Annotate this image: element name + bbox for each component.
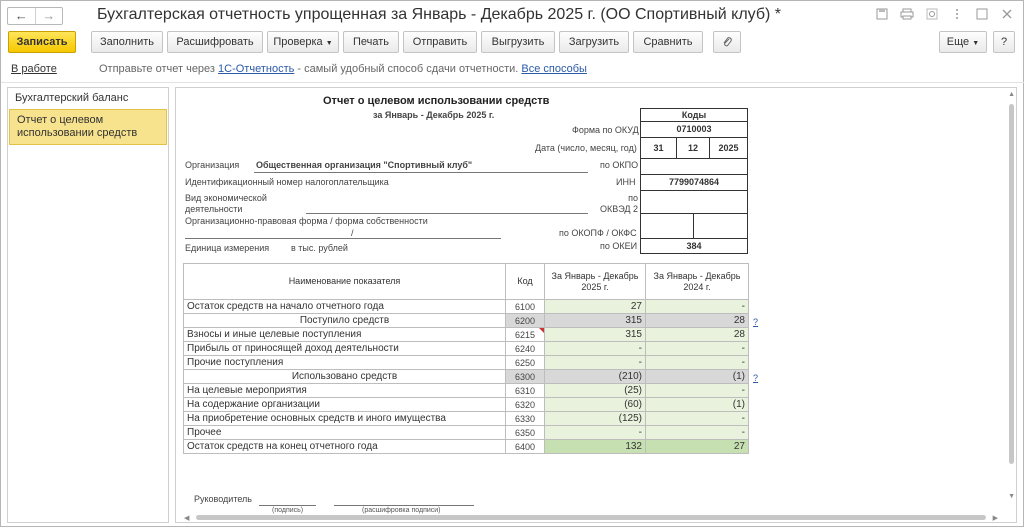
okud-code[interactable]: 0710003	[640, 121, 748, 138]
table-row	[184, 342, 749, 356]
row-name-cell	[184, 342, 506, 356]
row-current-value-text: (210)	[618, 370, 642, 382]
report-table	[183, 263, 749, 454]
row-name-cell-text: Прибыль от приносящей доход деятельности	[187, 342, 399, 354]
status-link[interactable]: В работе	[11, 63, 57, 75]
row-previous-value[interactable]	[646, 314, 749, 328]
toolbar	[1, 31, 1023, 53]
head-label: Руководитель	[194, 494, 252, 504]
preview-icon[interactable]	[924, 8, 940, 22]
report-period: за Январь - Декабрь 2025 г.	[373, 110, 495, 120]
legal-form-slash: /	[351, 228, 354, 238]
save-disk-icon[interactable]	[874, 8, 890, 22]
row-previous-value-text: (1)	[732, 370, 745, 382]
row-previous-value[interactable]	[646, 440, 749, 454]
vertical-scrollbar[interactable]	[1009, 104, 1014, 464]
row-name-cell	[184, 412, 506, 426]
row-previous-value[interactable]	[646, 412, 749, 426]
divider	[1, 82, 1024, 83]
okei-label: по ОКЕИ	[600, 241, 638, 251]
row-name-cell	[184, 384, 506, 398]
scroll-right-icon[interactable]: ▶	[992, 515, 998, 522]
check-button-label: Проверка	[273, 36, 323, 48]
row-name-cell-text: Использовано средств	[291, 370, 398, 382]
row-current-value[interactable]	[545, 384, 646, 398]
report-form	[175, 87, 1017, 523]
row-name-cell	[184, 314, 506, 328]
okei-code[interactable]: 384	[640, 238, 748, 254]
row-code-cell	[506, 356, 545, 370]
export-button[interactable]: Выгрузить	[481, 31, 555, 53]
org-underline	[254, 172, 588, 173]
table-row	[184, 314, 749, 328]
okopf-code[interactable]	[640, 213, 694, 239]
row-current-value[interactable]	[545, 356, 646, 370]
row-code-cell	[506, 384, 545, 398]
row-name-cell	[184, 356, 506, 370]
row-code-cell-text: 6400	[514, 441, 536, 452]
close-icon[interactable]	[999, 8, 1015, 22]
row-code-cell-text: 6350	[514, 427, 536, 438]
row-current-value-text: 315	[625, 314, 642, 326]
activity-underline	[306, 213, 588, 214]
okpo-label: по ОКПО	[600, 160, 639, 170]
col-header-current: За Январь - Декабрь 2025 г.	[545, 264, 646, 300]
okopf-label: по ОКОПФ / ОКФС	[559, 228, 637, 238]
section-item-balance[interactable]: Бухгалтерский баланс	[15, 92, 129, 104]
row-current-value[interactable]	[545, 314, 646, 328]
scroll-left-icon[interactable]: ◀	[184, 515, 190, 522]
table-row	[184, 398, 749, 412]
hint-text-before: Отправьте отчет через	[99, 63, 219, 75]
row-code-cell-text: 6100	[514, 301, 536, 312]
legal-form-label: Организационно-правовая форма / форма собственности	[185, 216, 428, 226]
row-previous-value[interactable]	[646, 342, 749, 356]
decode-help-link[interactable]: ?	[753, 373, 759, 383]
dropdown-arrow-icon: ▼	[972, 40, 980, 47]
table-header-row	[184, 264, 749, 300]
okfs-code[interactable]	[693, 213, 748, 239]
row-current-value[interactable]	[545, 342, 646, 356]
table-row	[184, 412, 749, 426]
inn-code[interactable]: 7799074864	[640, 174, 748, 191]
inn-label: ИНН	[616, 177, 636, 187]
unit-value: в тыс. рублей	[291, 243, 348, 253]
hint-text-middle: - самый удобный способ сдачи отчетности.	[294, 63, 522, 75]
history-nav	[7, 7, 63, 25]
row-current-value-text: (125)	[618, 412, 642, 424]
help-button[interactable]: ?	[993, 31, 1015, 53]
comment-marker-icon	[539, 328, 544, 333]
check-button[interactable]	[267, 31, 339, 53]
unit-label: Единица измерения	[185, 243, 270, 253]
row-code-cell-text: 6320	[514, 399, 536, 410]
save-button[interactable]: Записать	[8, 31, 76, 53]
row-previous-value[interactable]	[646, 370, 749, 384]
row-current-value[interactable]	[545, 440, 646, 454]
row-code-cell-text: 6300	[514, 371, 536, 382]
row-code-cell	[506, 412, 545, 426]
row-code-cell	[506, 328, 545, 342]
row-code-cell	[506, 300, 545, 314]
row-previous-value-text: (1)	[732, 398, 745, 410]
decode-button[interactable]: Расшифровать	[167, 31, 263, 53]
decode-help-link[interactable]: ?	[753, 317, 759, 327]
row-current-value[interactable]	[545, 300, 646, 314]
sign-decode-caption: (расшифровка подписи)	[362, 507, 441, 514]
title-bar	[1, 1, 1023, 29]
row-code-cell	[506, 314, 545, 328]
table-row	[184, 384, 749, 398]
row-name-cell	[184, 440, 506, 454]
row-code-cell-text: 6240	[514, 343, 536, 354]
row-current-value-text: -	[638, 356, 642, 368]
row-previous-value-text: -	[741, 426, 745, 438]
fill-button[interactable]: Заполнить	[91, 31, 163, 53]
org-label: Организация	[185, 160, 240, 170]
print-button[interactable]: Печать	[343, 31, 399, 53]
row-current-value[interactable]	[545, 328, 646, 342]
row-code-cell	[506, 342, 545, 356]
back-arrow-icon[interactable]: ←	[14, 8, 28, 23]
send-button[interactable]: Отправить	[403, 31, 477, 53]
okud-label: Форма по ОКУД	[572, 125, 639, 135]
sign-decode-underline	[334, 505, 474, 506]
row-name-cell	[184, 370, 506, 384]
maximize-icon[interactable]	[974, 8, 990, 22]
legal-form-underline	[185, 238, 501, 239]
report-title: Отчет о целевом использовании средств	[323, 95, 550, 107]
row-name-cell	[184, 426, 506, 440]
section-item-target-use[interactable]: Отчет о целевом использовании средств	[9, 109, 167, 145]
row-name-cell-text: Поступило средств	[299, 314, 390, 326]
dropdown-arrow-icon: ▼	[325, 40, 333, 47]
sign-caption: (подпись)	[272, 507, 304, 514]
col-header-previous: За Январь - Декабрь 2024 г.	[646, 264, 749, 300]
report-sections-list	[7, 87, 169, 523]
window-icons	[874, 8, 1015, 22]
row-previous-value-text: 28	[733, 314, 745, 326]
horizontal-scrollbar[interactable]	[196, 515, 986, 520]
okpo-code[interactable]	[640, 158, 748, 175]
col-header-code: Код	[506, 264, 545, 300]
okved-label: по ОКВЭД 2	[599, 193, 638, 214]
row-code-cell	[506, 426, 545, 440]
more-button-label: Еще	[946, 36, 970, 48]
row-name-cell-text: На содержание организации	[187, 398, 320, 410]
date-day[interactable]: 31	[640, 137, 677, 159]
window-title: Бухгалтерская отчетность упрощенная за Январь - Декабрь 2025 г. (ОО Спортивный клуб) *	[97, 6, 781, 23]
row-name-cell-text: Прочее	[187, 426, 222, 438]
paperclip-icon	[722, 39, 732, 51]
row-current-value[interactable]	[545, 412, 646, 426]
row-current-value-text: 315	[625, 328, 642, 340]
table-row	[184, 370, 749, 384]
row-code-cell-text: 6200	[514, 315, 536, 326]
date-label: Дата (число, месяц, год)	[535, 143, 637, 153]
row-code-cell-text: 6330	[514, 413, 536, 424]
row-code-cell-text: 6250	[514, 357, 536, 368]
attachment-button[interactable]	[713, 31, 741, 53]
row-previous-value[interactable]	[646, 426, 749, 440]
scroll-up-icon[interactable]: ▲	[1008, 91, 1015, 98]
row-current-value-text: -	[638, 426, 642, 438]
row-previous-value[interactable]	[646, 356, 749, 370]
row-current-value-text: (25)	[624, 384, 642, 396]
row-code-cell-text: 6215	[514, 329, 536, 340]
row-previous-value-text: -	[741, 384, 745, 396]
row-code-cell	[506, 370, 545, 384]
row-previous-value-text: -	[741, 356, 745, 368]
table-row	[184, 426, 749, 440]
activity-label: Вид экономической деятельности	[185, 193, 267, 214]
row-previous-value[interactable]	[646, 384, 749, 398]
row-current-value-text: 132	[625, 440, 642, 452]
more-vertical-icon[interactable]	[949, 8, 965, 22]
row-current-value[interactable]	[545, 398, 646, 412]
row-previous-value[interactable]	[646, 328, 749, 342]
row-current-value[interactable]	[545, 370, 646, 384]
table-row	[184, 300, 749, 314]
sign-underline	[259, 505, 316, 506]
row-code-cell	[506, 440, 545, 454]
row-name-cell-text: На целевые мероприятия	[187, 384, 307, 396]
more-button[interactable]	[939, 31, 987, 53]
row-current-value-text: 27	[630, 300, 642, 312]
row-current-value[interactable]	[545, 426, 646, 440]
row-name-cell-text: Остаток средств на конец отчетного года	[187, 440, 378, 452]
row-previous-value-text: -	[741, 300, 745, 312]
date-year[interactable]: 2025	[709, 137, 748, 159]
col-header-name: Наименование показателя	[184, 264, 506, 300]
row-name-cell-text: Прочие поступления	[187, 356, 284, 368]
row-previous-value[interactable]	[646, 398, 749, 412]
row-name-cell-text: Остаток средств на начало отчетного года	[187, 300, 384, 312]
date-month[interactable]: 12	[676, 137, 710, 159]
row-current-value-text: -	[638, 342, 642, 354]
inn-caption: Идентификационный номер налогоплательщика	[185, 177, 389, 187]
table-row	[184, 440, 749, 454]
row-name-cell-text: Взносы и иные целевые поступления	[187, 328, 362, 340]
row-previous-value[interactable]	[646, 300, 749, 314]
row-name-cell	[184, 300, 506, 314]
import-button[interactable]: Загрузить	[559, 31, 629, 53]
row-name-cell	[184, 398, 506, 412]
row-previous-value-text: -	[741, 412, 745, 424]
row-previous-value-text: 27	[733, 440, 745, 452]
row-name-cell-text: На приобретение основных средств и иного имущества	[187, 412, 446, 424]
row-name-cell	[184, 328, 506, 342]
send-hint	[99, 63, 587, 75]
okved-code[interactable]	[640, 190, 748, 214]
row-code-cell-text: 6310	[514, 385, 536, 396]
1c-reporting-link[interactable]: 1С-Отчетность	[218, 63, 295, 75]
org-name[interactable]: Общественная организация "Спортивный клуб"	[256, 160, 473, 170]
row-previous-value-text: 28	[733, 328, 745, 340]
forward-arrow-icon[interactable]: →	[35, 8, 63, 24]
compare-button[interactable]: Сравнить	[633, 31, 703, 53]
codes-header: Коды	[640, 108, 748, 122]
scroll-down-icon[interactable]: ▼	[1008, 493, 1015, 500]
table-row	[184, 356, 749, 370]
printer-icon[interactable]	[899, 8, 915, 22]
row-current-value-text: (60)	[624, 398, 642, 410]
table-row	[184, 328, 749, 342]
info-line	[11, 63, 1015, 81]
all-methods-link[interactable]: Все способы	[521, 63, 587, 75]
row-previous-value-text: -	[741, 342, 745, 354]
row-code-cell	[506, 398, 545, 412]
